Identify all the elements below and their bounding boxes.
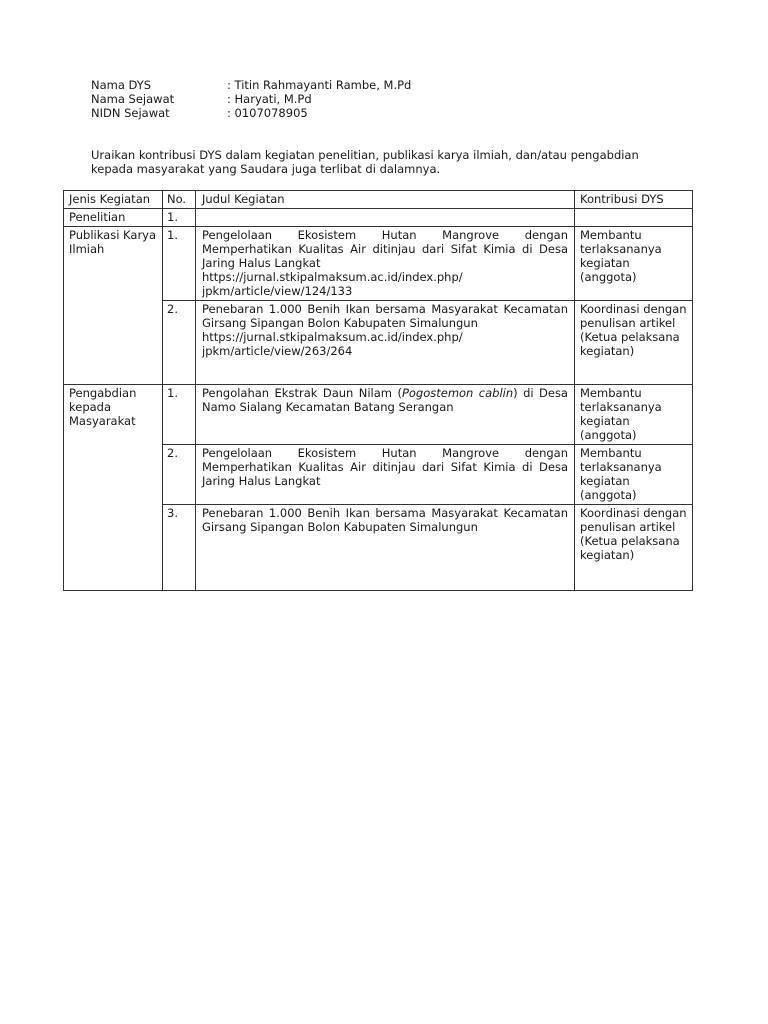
row-kontribusi: Membantu terlaksananya kegiatan (anggota) [575, 385, 693, 445]
row-judul-text: Pengelolaan Ekosistem Hutan Mangrove dengan Memperhatikan Kualitas Air ditinjau dari Sifat Kimia di Desa Jaring Halus Langkat [202, 228, 568, 270]
row-judul-post: ) di Desa Namo Sialang Kecamatan Batang Serangan [202, 386, 568, 414]
nidn-label: NIDN Sejawat [91, 106, 170, 120]
row-kontribusi: Koordinasi dengan penulisan artikel (Ketua pelaksana kegiatan) [575, 505, 693, 591]
jenis-penelitian: Penelitian [64, 209, 163, 227]
nidn-row [91, 106, 411, 120]
row-judul: Penebaran 1.000 Benih Ikan bersama Masyarakat Kecamatan Girsang Sipangan Bolon Kabupaten Simalungun [196, 505, 575, 591]
row-no: 1. [163, 385, 196, 445]
row-judul [196, 301, 575, 385]
nama-dys-label: Nama DYS [91, 78, 152, 92]
row-judul-pre: Pengolahan Ekstrak Daun Nilam ( [202, 386, 402, 400]
nama-sejawat-row [91, 92, 411, 106]
row-url-line1: https://jurnal.stkipalmaksum.ac.id/index.php/ [202, 330, 463, 344]
row-kontribusi [575, 209, 693, 227]
header-judul-kegiatan: Judul Kegiatan [196, 191, 575, 209]
row-judul [196, 227, 575, 301]
header-jenis-kegiatan: Jenis Kegiatan [64, 191, 163, 209]
row-url-line2: jpkm/article/view/124/133 [202, 284, 353, 298]
row-kontribusi: Membantu terlaksananya kegiatan (anggota) [575, 227, 693, 301]
row-no: 3. [163, 505, 196, 591]
intro-paragraph: Uraikan kontribusi DYS dalam kegiatan penelitian, publikasi karya ilmiah, dan/atau pengabdian kepada masyarakat yang Saudara juga terlibat di dalamnya. [91, 148, 639, 176]
identity-block [91, 78, 411, 120]
nama-sejawat-value: : Haryati, M.Pd [227, 92, 312, 106]
row-no: 2. [163, 445, 196, 505]
row-judul [196, 209, 575, 227]
row-kontribusi: Membantu terlaksananya kegiatan (anggota) [575, 445, 693, 505]
nama-sejawat-label: Nama Sejawat [91, 92, 175, 106]
nidn-value: : 0107078905 [227, 106, 308, 120]
nama-dys-row [91, 78, 411, 92]
row-no: 2. [163, 301, 196, 385]
row-judul [196, 385, 575, 445]
row-judul: Pengelolaan Ekosistem Hutan Mangrove dengan Memperhatikan Kualitas Air ditinjau dari Sifat Kimia di Desa Jaring Halus Langkat [196, 445, 575, 505]
row-kontribusi: Koordinasi dengan penulisan artikel (Ketua pelaksana kegiatan) [575, 301, 693, 385]
table-row [64, 209, 693, 227]
jenis-pengabdian: Pengabdian kepada Masyarakat [64, 385, 163, 591]
row-judul-text: Penebaran 1.000 Benih Ikan bersama Masyarakat Kecamatan Girsang Sipangan Bolon Kabupaten Simalungun [202, 302, 568, 330]
row-no: 1. [163, 227, 196, 301]
header-kontribusi-dys: Kontribusi DYS [575, 191, 693, 209]
row-url-line2: jpkm/article/view/263/264 [202, 344, 353, 358]
row-no: 1. [163, 209, 196, 227]
table-row [64, 227, 693, 301]
header-no: No. [163, 191, 196, 209]
row-url-line1: https://jurnal.stkipalmaksum.ac.id/index.php/ [202, 270, 463, 284]
nama-dys-value: : Titin Rahmayanti Rambe, M.Pd [227, 78, 412, 92]
row-judul-italic: Pogostemon cablin [401, 386, 514, 400]
jenis-publikasi: Publikasi Karya Ilmiah [64, 227, 163, 385]
table-row [64, 385, 693, 445]
table-header-row [64, 191, 693, 209]
contribution-table [63, 190, 693, 591]
